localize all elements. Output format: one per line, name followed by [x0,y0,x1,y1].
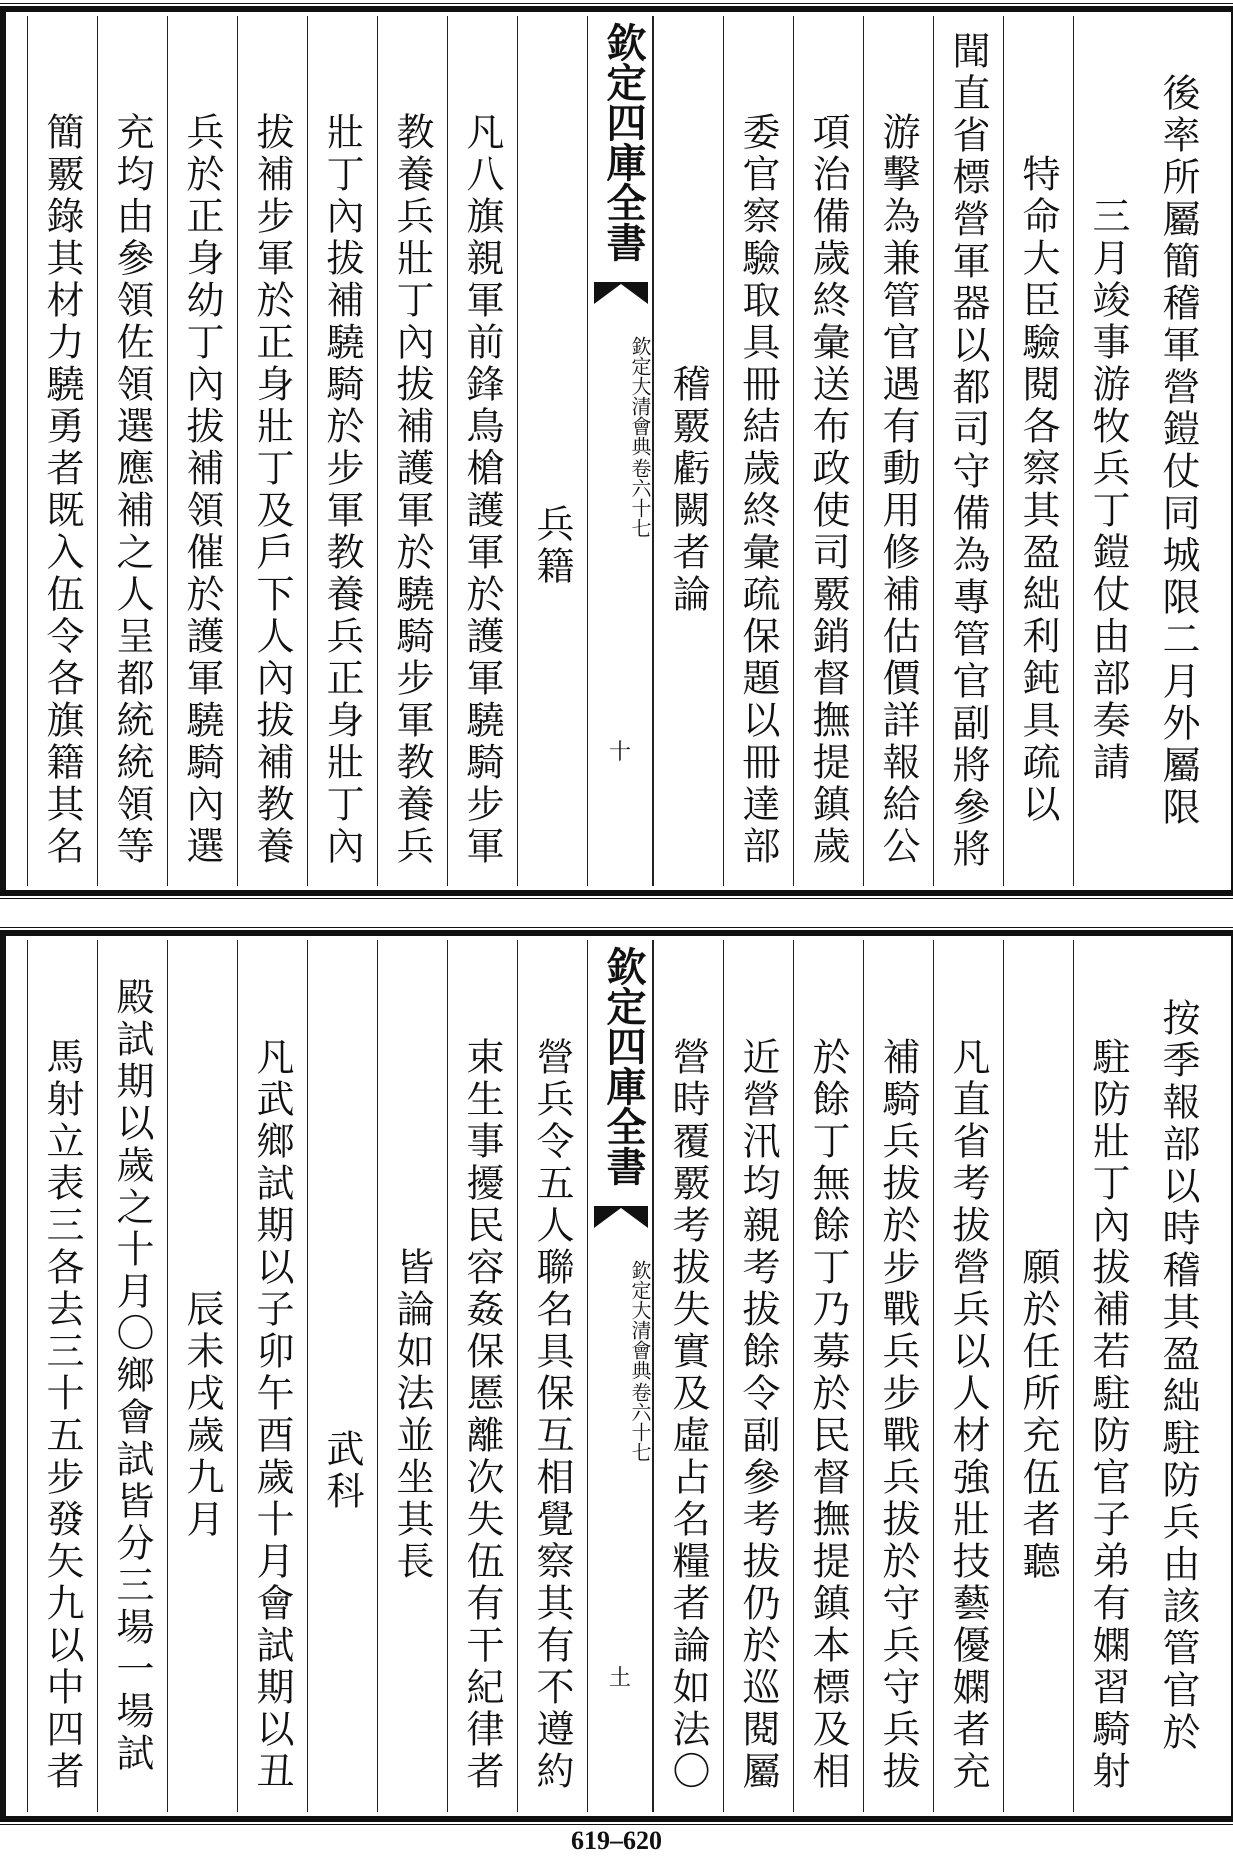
page-number-footer: 619–620 [571,1826,662,1855]
column-text: 補騎兵拔於步戰兵步戰兵拔於守兵守兵拔 [876,1037,920,1793]
section-heading-column [517,16,587,886]
top-page [0,6,1233,896]
center-fold-margin [587,16,653,886]
text-column [377,16,447,886]
text-column [1073,16,1143,886]
text-column [167,16,237,886]
column-text: 兵於正身幼丁內拔補領催於護軍驍騎內選 [180,112,224,868]
volume-label: 卷六十七 [628,1382,652,1462]
text-column [723,940,793,1812]
text-column [307,940,377,1812]
text-column [237,16,307,886]
text-column [307,16,377,886]
volume-meta [588,336,652,538]
text-column [517,940,587,1812]
text-column [653,16,723,886]
text-column [793,16,863,886]
column-text: 委官察驗取具冊結歲終彙疏保題以冊達部 [736,112,780,868]
column-text: 束生事擾民容姦保慝離次失伍有干紀律者 [460,1037,504,1793]
column-text: 凡武鄉試期以子卯午酉歲十月會試期以丑 [250,1037,294,1793]
text-column [933,940,1003,1812]
text-column [1143,16,1213,886]
column-text: 三月竣事游牧兵丁鎧仗由部奏請 [1086,196,1130,784]
column-text: 按季報部以時稽其盈絀駐防兵由該管官於 [1156,998,1200,1754]
text-column [1073,940,1143,1812]
text-column [723,16,793,886]
collection-title: 欽定大清會典 [628,1260,652,1380]
column-text: 特命大臣驗閱各察其盈絀利鈍具疏以 [1016,154,1060,826]
bottom-page-columns [12,940,1225,1812]
volume-meta [588,1260,652,1462]
text-column [653,940,723,1812]
book-title: 欽定四庫全書 [600,22,647,262]
fish-tail-ornament-icon [594,1202,646,1228]
collection-title: 欽定大清會典 [628,336,652,456]
column-text: 武科 [320,1429,364,1513]
column-text: 駐防壯丁內拔補若駐防官子弟有嫻習騎射 [1086,1037,1130,1793]
column-text: 壯丁內拔補驍騎於步軍教養兵正身壯丁內 [320,112,364,868]
text-column [1003,940,1073,1812]
top-page-columns [12,16,1225,886]
column-text: 拔補步軍於正身壯丁及戶下人內拔補教養 [250,112,294,868]
text-column [377,940,447,1812]
column-text: 馬射立表三各去三十五步發矢九以中四者 [40,1037,84,1793]
column-text: 凡八旗親軍前鋒鳥槍護軍於護軍驍騎步軍 [460,112,504,868]
column-text: 凡直省考拔營兵以人材強壯技藝優嫻者充 [946,1037,990,1793]
text-column [167,940,237,1812]
text-column [863,16,933,886]
column-text: 游擊為兼管官遇有動用修補估價詳報給公 [876,112,920,868]
column-text: 稽覈虧闕者論 [666,364,710,616]
column-text: 於餘丁無餘丁乃募於民督撫提鎮本標及相 [806,1037,850,1793]
column-text: 辰未戌歲九月 [180,1289,224,1541]
bottom-page [0,930,1233,1822]
text-column [447,940,517,1812]
book-title: 欽定四庫全書 [600,946,647,1186]
text-column [793,940,863,1812]
column-text: 營時覆覈考拔失實及虛占名糧者論如法〇 [666,1037,710,1793]
fish-tail-ornament-icon [594,278,646,304]
text-column [27,16,97,886]
text-column [237,940,307,1812]
column-text: 殿試期以歲之十月〇鄉會試皆分三場一場試 [110,977,154,1775]
text-column [447,16,517,886]
volume-label: 卷六十七 [628,458,652,538]
text-column [97,940,167,1812]
center-fold-margin [587,940,653,1812]
column-text: 近營汛均親考拔餘令副參考拔仍於巡閱屬 [736,1037,780,1793]
column-text: 充均由參領佐領選應補之人呈都統統領等 [110,112,154,868]
leaf-number: 土 [608,1666,631,1691]
text-column [1003,16,1073,886]
column-text: 後率所屬簡稽軍營鎧仗同城限二月外屬限 [1156,73,1200,829]
text-column [27,940,97,1812]
leaf-number: 十 [608,740,631,765]
column-text: 願於任所充伍者聽 [1016,1247,1060,1583]
text-column [1143,940,1213,1812]
column-text: 聞直省標營軍器以都司守備為專管官副將參將 [946,31,990,871]
text-column [933,16,1003,886]
column-text: 營兵令五人聯名具保互相覺察其有不遵約 [530,1037,574,1793]
column-text: 項治備歲終彙送布政使司覈銷督撫提鎮歲 [806,112,850,868]
column-text: 教養兵壯丁內拔補護軍於驍騎步軍教養兵 [390,112,434,868]
text-column [97,16,167,886]
column-text: 皆論如法並坐其長 [390,1247,434,1583]
column-text: 簡覈錄其材力驍勇者既入伍令各旗籍其名 [40,112,84,868]
section-heading: 兵籍 [530,504,574,588]
text-column [863,940,933,1812]
